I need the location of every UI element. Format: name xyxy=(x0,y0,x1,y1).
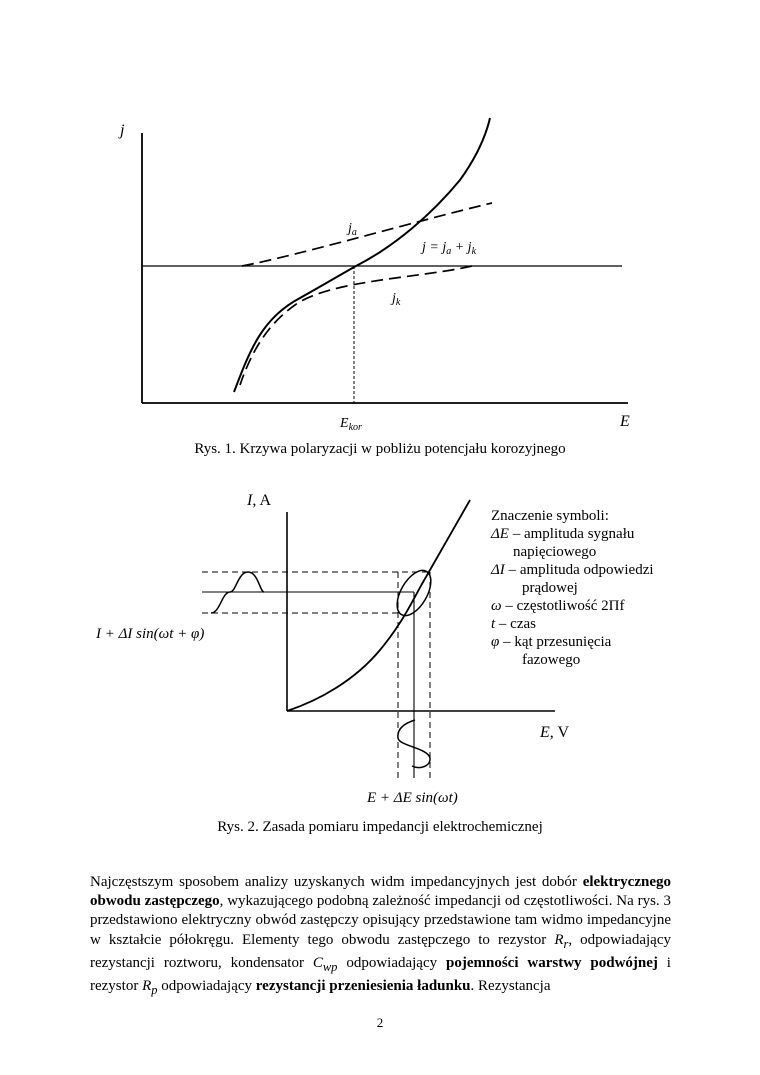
term-charge-transfer-resistance: rezystancji przeniesienia ładunku xyxy=(255,978,471,995)
legend-time: t – czas xyxy=(491,616,536,632)
iv-characteristic-curve xyxy=(287,500,470,711)
current-signal-label: I + ΔI sin(ωt + φ) xyxy=(96,626,205,642)
x-axis-label: E xyxy=(620,413,630,430)
current-axis-label: I, A xyxy=(247,492,271,509)
total-current-curve xyxy=(234,118,490,392)
body-paragraph: Najczęstszym sposobem analizy uzyskanych widm impedancyjnych jest dobór elektrycznego obwodu zastępczego, wykazującego podobną zależność impedancji od częstotliwości. Na rys. 3 przedstawiono elektryczny obwód zastępczy opisujący przedstawione tam widmo impedancyjne w kształcie półokręgu. Elementy tego obwodu zastępczego to rezystor $R_r$, odpowiadający rezystancji roztworu, kondensator $C_{wp}$ odpowiadający pojemności warstwy podwójnej i rezystor $R_p$ odpowiadający rezystancji przeniesienia ładunku. Rezystancja xyxy=(90,874,671,998)
sum-label: $j = j_a + j_k$ xyxy=(422,240,477,257)
ekor-label: $E_{kor}$ xyxy=(340,416,362,433)
legend-delta-i-cont: prądowej xyxy=(522,580,578,596)
legend-phi-cont: fazowego xyxy=(522,652,581,668)
term-double-layer-capacitance: pojemności warstwy podwójnej xyxy=(446,954,658,971)
legend-delta-e: ΔE – amplituda sygnału xyxy=(491,526,635,542)
figure-1-polarization-curve xyxy=(0,100,760,445)
jk-label: $j_k$ xyxy=(392,291,401,308)
ja-anodic-curve xyxy=(242,203,492,266)
symbol-legend xyxy=(490,508,654,668)
figure-2-impedance-principle xyxy=(0,480,760,810)
legend-omega: ω – częstotliwość 2Πf xyxy=(491,598,625,614)
term-equivalent-circuit: elektrycznego obwodu zastępczego xyxy=(90,874,671,910)
legend-title: Znaczenie symboli: xyxy=(491,508,609,524)
voltage-signal-label: E + ΔE sin(ωt) xyxy=(367,790,458,806)
ja-label: $j_a$ xyxy=(348,221,357,238)
figure-1-caption: Rys. 1. Krzywa polaryzacji w pobliżu potencjału korozyjnego xyxy=(194,441,566,457)
jk-cathodic-curve xyxy=(240,266,472,385)
figure-2-caption: Rys. 2. Zasada pomiaru impedancji elektrochemicznej xyxy=(217,819,543,835)
legend-delta-i: ΔI – amplituda odpowiedzi xyxy=(491,562,654,578)
legend-phi: φ – kąt przesunięcia xyxy=(491,634,612,650)
y-axis-label: j xyxy=(120,122,125,139)
voltage-axis-label: E, V xyxy=(540,724,570,741)
page-number: 2 xyxy=(376,1015,384,1030)
legend-delta-e-cont: napięciowego xyxy=(513,544,597,560)
